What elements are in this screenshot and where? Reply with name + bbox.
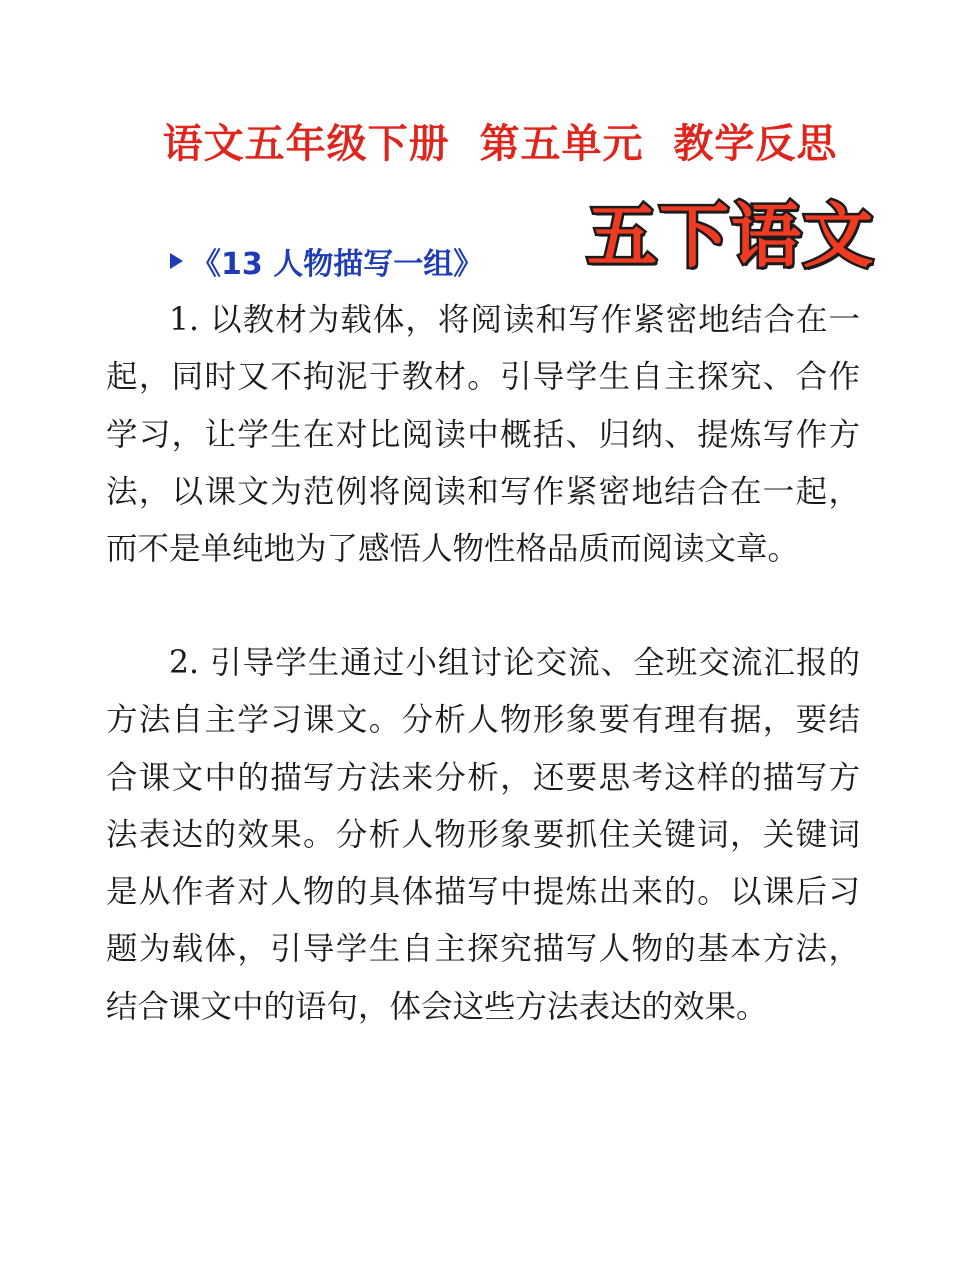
paragraph-1: 1. 以教材为载体，将阅读和写作紧密地结合在一起，同时又不拘泥于教材。引导学生自主探究、合作学习，让学生在对比阅读中概括、归纳、提炼写作方法，以课文为范例将阅读和写作紧密地结合在一起，而不是单纯地为了感悟人物性格品质而阅读文章。 xyxy=(106,302,860,568)
paragraph-2: 2. 引导学生通过小组讨论交流、全班交流汇报的方法自主学习课文。分析人物形象要有理有据，要结合课文中的描写方法来分析，还要思考这样的描写方法表达的效果。分析人物形象要抓住关键词，关键词是从作者对人物的具体描写中提炼出来的。以课后习题为载体，引导学生自主探究描写人物的基本方法，结合课文中的语句，体会这些方法表达的效果。 xyxy=(106,645,860,1025)
triangle-right-icon xyxy=(170,253,183,269)
stamp-text: 五下语文 xyxy=(587,195,875,277)
stamp-logo xyxy=(583,192,879,280)
section-heading-text: 《13 人物描写一组》 xyxy=(191,247,484,282)
page-title: 语文五年级下册 第五单元 教学反思 xyxy=(162,121,838,167)
section-heading xyxy=(170,236,483,286)
